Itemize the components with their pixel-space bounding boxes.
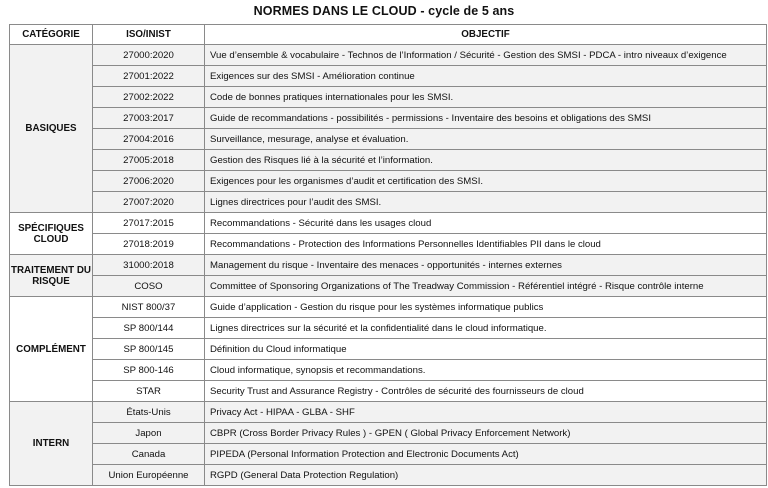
iso-cell: SP 800/144 xyxy=(93,318,205,339)
objectif-cell: Lignes directrices sur la sécurité et la confidentialité dans le cloud informatique. xyxy=(205,318,767,339)
table-header-row xyxy=(10,25,767,45)
table-row xyxy=(10,171,767,192)
objectif-cell: Définition du Cloud informatique xyxy=(205,339,767,360)
category-cell: COMPLÉMENT xyxy=(10,297,93,402)
category-cell: INTERN xyxy=(10,402,93,486)
objectif-cell: Committee of Sponsoring Organizations of The Treadway Commission - Référentiel intégré - Risque contrôle interne xyxy=(205,276,767,297)
table-row xyxy=(10,129,767,150)
iso-cell: 27001:2022 xyxy=(93,66,205,87)
table-row xyxy=(10,234,767,255)
table-row xyxy=(10,108,767,129)
objectif-cell: Management du risque - Inventaire des menaces - opportunités - internes externes xyxy=(205,255,767,276)
table-row xyxy=(10,87,767,108)
iso-cell: STAR xyxy=(93,381,205,402)
table-row xyxy=(10,360,767,381)
iso-cell: Union Européenne xyxy=(93,465,205,486)
objectif-cell: Recommandations - Protection des Informations Personnelles Identifiables PII dans le cloud xyxy=(205,234,767,255)
objectif-cell: PIPEDA (Personal Information Protection and Electronic Documents Act) xyxy=(205,444,767,465)
objectif-cell: Gestion des Risques lié à la sécurité et l’information. xyxy=(205,150,767,171)
objectif-cell: Privacy Act - HIPAA - GLBA - SHF xyxy=(205,402,767,423)
table-row xyxy=(10,465,767,486)
table-row xyxy=(10,318,767,339)
table-row xyxy=(10,66,767,87)
iso-cell: 27002:2022 xyxy=(93,87,205,108)
objectif-cell: Code de bonnes pratiques internationales pour les SMSI. xyxy=(205,87,767,108)
table-row xyxy=(10,423,767,444)
iso-cell: Canada xyxy=(93,444,205,465)
iso-cell: COSO xyxy=(93,276,205,297)
objectif-cell: Security Trust and Assurance Registry - Contrôles de sécurité des fournisseurs de cloud xyxy=(205,381,767,402)
category-cell: TRAITEMENT DU RISQUE xyxy=(10,255,93,297)
iso-cell: États-Unis xyxy=(93,402,205,423)
table-row xyxy=(10,276,767,297)
iso-cell: 27004:2016 xyxy=(93,129,205,150)
iso-cell: SP 800/145 xyxy=(93,339,205,360)
page-title: NORMES DANS LE CLOUD - cycle de 5 ans xyxy=(253,4,515,18)
table-row xyxy=(10,381,767,402)
objectif-cell: Lignes directrices pour l’audit des SMSI. xyxy=(205,192,767,213)
iso-cell: Japon xyxy=(93,423,205,444)
objectif-cell: Guide de recommandations - possibilités - permissions - Inventaire des besoins et obligations des SMSI xyxy=(205,108,767,129)
objectif-cell: Cloud informatique, synopsis et recommandations. xyxy=(205,360,767,381)
objectif-cell: RGPD (General Data Protection Regulation) xyxy=(205,465,767,486)
iso-cell: 27006:2020 xyxy=(93,171,205,192)
category-cell: SPÉCIFIQUES CLOUD xyxy=(10,213,93,255)
iso-cell: 27017:2015 xyxy=(93,213,205,234)
iso-cell: SP 800-146 xyxy=(93,360,205,381)
table-row xyxy=(10,297,767,318)
table-row xyxy=(10,213,767,234)
iso-cell: 31000:2018 xyxy=(93,255,205,276)
table-row xyxy=(10,45,767,66)
objectif-cell: Exigences sur des SMSI - Amélioration continue xyxy=(205,66,767,87)
table-row xyxy=(10,150,767,171)
iso-cell: 27003:2017 xyxy=(93,108,205,129)
iso-cell: 27005:2018 xyxy=(93,150,205,171)
table-row xyxy=(10,444,767,465)
table-row xyxy=(10,339,767,360)
iso-cell: 27018:2019 xyxy=(93,234,205,255)
table-body xyxy=(10,45,767,486)
table-row xyxy=(10,192,767,213)
category-cell: BASIQUES xyxy=(10,45,93,213)
iso-cell: 27007:2020 xyxy=(93,192,205,213)
objectif-cell: CBPR (Cross Border Privacy Rules ) - GPEN ( Global Privacy Enforcement Network) xyxy=(205,423,767,444)
objectif-cell: Vue d’ensemble & vocabulaire - Technos de l’Information / Sécurité - Gestion des SMSI - PDCA - intro niveaux d’exigence xyxy=(205,45,767,66)
objectif-cell: Guide d’application - Gestion du risque pour les systèmes informatique publics xyxy=(205,297,767,318)
header-iso: ISO/INIST xyxy=(93,25,205,45)
header-categorie: CATÉGORIE xyxy=(10,25,93,45)
objectif-cell: Exigences pour les organismes d’audit et certification des SMSI. xyxy=(205,171,767,192)
table-row xyxy=(10,255,767,276)
header-objectif: OBJECTIF xyxy=(205,25,767,45)
standards-table xyxy=(9,24,767,486)
iso-cell: 27000:2020 xyxy=(93,45,205,66)
table-row xyxy=(10,402,767,423)
iso-cell: NIST 800/37 xyxy=(93,297,205,318)
objectif-cell: Recommandations - Sécurité dans les usages cloud xyxy=(205,213,767,234)
objectif-cell: Surveillance, mesurage, analyse et évaluation. xyxy=(205,129,767,150)
